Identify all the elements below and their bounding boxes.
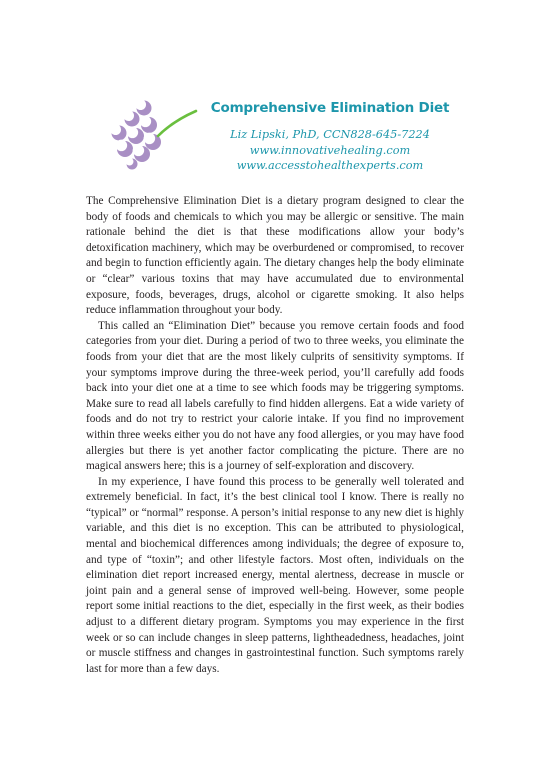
grape-berry xyxy=(140,116,157,133)
body-text xyxy=(86,194,464,677)
grape-berry xyxy=(135,99,151,115)
grape-berry xyxy=(110,124,126,140)
grape-cluster-icon xyxy=(106,98,202,170)
author-line: Liz Lipski, PhD, CCN828-645-7224 xyxy=(230,128,430,141)
page-title: Comprehensive Elimination Diet xyxy=(210,100,450,116)
website-link-2[interactable]: www.accesstohealthexperts.com xyxy=(236,159,424,172)
paragraph-2: This called an “Elimination Diet” because you remove certain foods and food categories from your diet. During a period of two to three weeks, you eliminate the foods from your diet that are the most likely culprits of sensitivity symptoms. If your symptoms improve during the three-week period, you’ll carefully add foods back into your diet one at a time to see which foods may be triggering symptoms. Make sure to read all labels carefully to find hidden allergens. Eat a wide variety of foods and do not try to restrict your calorie intake. If you find no improvement within three weeks either you do not have any food allergies, or you may have food allergies but there is yet another factor complicating the picture. There are no magical answers here; this is a journey of self-exploration and discovery. xyxy=(86,319,464,473)
website-link-1[interactable]: www.innovativehealing.com xyxy=(249,143,411,157)
grape-berry xyxy=(126,158,138,170)
grape-berry xyxy=(127,127,144,144)
grape-berry xyxy=(123,110,139,126)
grape-berries xyxy=(110,99,161,169)
document-header xyxy=(200,100,460,174)
grape-berry xyxy=(116,140,133,157)
paragraph-3: In my experience, I have found this process to be generally well tolerated and extremely beneficial. In fact, it’s the best clinical tool I know. There is really no “typical” or “normal” response. A person’s initial response to any new diet is highly variable, and this diet is no exception. This can be attributed to physiological, mental and biochemical differences among individuals; the degree of exposure to, and type of “toxin”; and other lifestyle factors. Most often, individuals on the elimination diet report increased energy, mental alertness, decrease in muscle or joint pain and a general sense of improved well-being. However, some people report some initial reactions to the diet, especially in the first week, as their bodies adjust to a different dietary program. Symptoms you may experience in the first week or so can include changes in sleep patterns, lightheadedness, headaches, joint or muscle stiffness and changes in gastrointestinal function. Such symptoms rarely last for more than a few days. xyxy=(86,475,464,675)
grape-stem xyxy=(158,111,196,136)
paragraph-1: The Comprehensive Elimination Diet is a dietary program designed to clear the body of foods and chemicals to which you may be allergic or sensitive. The main rationale behind the diet is that these modifications allow your body’s detoxification machinery, which may be overburdened or compromised, to recover and begin to function efficiently again. The dietary changes help the body eliminate or “clear” various toxins that may have accumulated due to environmental exposure, foods, beverages, drugs, alcohol or cigarette smoking. It also helps reduce inflammation throughout your body. xyxy=(86,195,464,317)
